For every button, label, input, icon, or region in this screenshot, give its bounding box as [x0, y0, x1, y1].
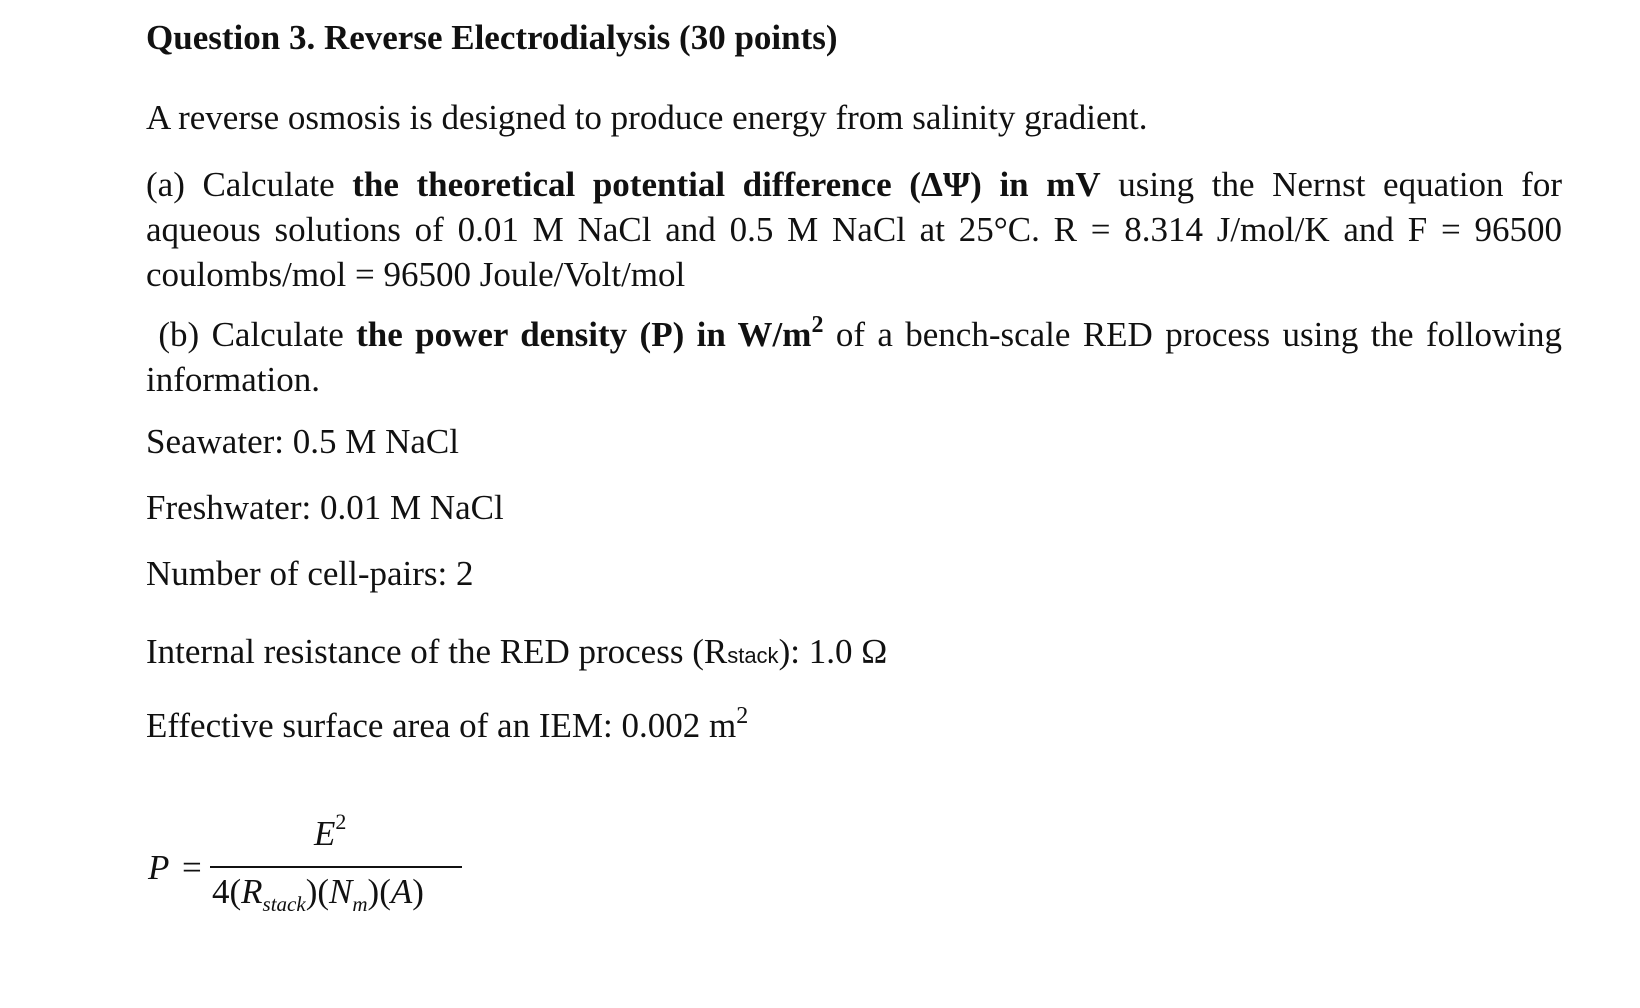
seawater-info: Seawater: 0.5 M NaCl — [146, 422, 459, 461]
area-sup: 2 — [736, 703, 749, 729]
area-info — [146, 703, 749, 746]
area-pre: Effective surface area of an IEM: 0.002 m — [146, 706, 737, 745]
freshwater-info: Freshwater: 0.01 M NaCl — [146, 488, 504, 527]
part-b-lead: (b) Calculate — [146, 315, 357, 354]
part-b — [146, 312, 1562, 402]
part-a-line-3: coulombs/mol = 96500 Joule/Volt/mol — [146, 255, 686, 294]
intro-text: A reverse osmosis is designed to produce energy from salinity gradient. — [146, 98, 1148, 137]
resistance-pre: Internal resistance of the RED process (R — [146, 632, 728, 671]
power-density-formula — [146, 809, 466, 920]
cell-pairs-info: Number of cell-pairs: 2 — [146, 554, 474, 593]
part-b-bold-sup: 2 — [811, 312, 824, 338]
part-a-line-1 — [146, 162, 1562, 207]
formula-equals: = — [182, 848, 202, 887]
den-n: N — [329, 872, 353, 911]
resistance-post: ): 1.0 Ω — [778, 632, 888, 671]
fraction-bar — [210, 866, 462, 868]
den-4: 4( — [212, 872, 242, 911]
part-a — [146, 162, 1562, 297]
part-b-line-1 — [146, 312, 1562, 357]
formula-numerator — [314, 809, 347, 854]
part-a-bold: the theoretical potential difference (ΔΨ) in mV — [352, 165, 1101, 204]
question-title: Question 3. Reverse Electrodialysis (30 points) — [146, 18, 838, 57]
den-r-sub: stack — [262, 892, 306, 916]
formula-lhs: P — [148, 848, 170, 887]
den-mid2: )( — [367, 872, 391, 911]
part-b-bold — [356, 312, 824, 354]
den-a: A — [390, 872, 413, 911]
formula-numerator-e: E — [314, 814, 336, 853]
den-mid: )( — [305, 872, 330, 911]
resistance-info — [146, 632, 887, 672]
part-b-rest: of a bench-scale RED process using the following — [823, 315, 1562, 354]
part-a-line-2: aqueous solutions of 0.01 M NaCl and 0.5 M NaCl at 25°C. R = 8.314 J/mol/K and F = 96500 — [146, 210, 1562, 249]
formula-denominator — [212, 872, 424, 917]
den-n-sub: m — [352, 892, 368, 916]
part-b-bold-text: the power density (P) in W/m — [356, 315, 812, 354]
part-b-line-2: information. — [146, 360, 320, 399]
den-r: R — [241, 872, 263, 911]
resistance-sub: stack — [727, 643, 779, 668]
den-end: ) — [412, 872, 424, 911]
part-a-rest: using the Nernst equation for — [1100, 165, 1562, 204]
formula-numerator-sup: 2 — [335, 809, 347, 834]
part-a-lead: (a) Calculate — [146, 165, 353, 204]
